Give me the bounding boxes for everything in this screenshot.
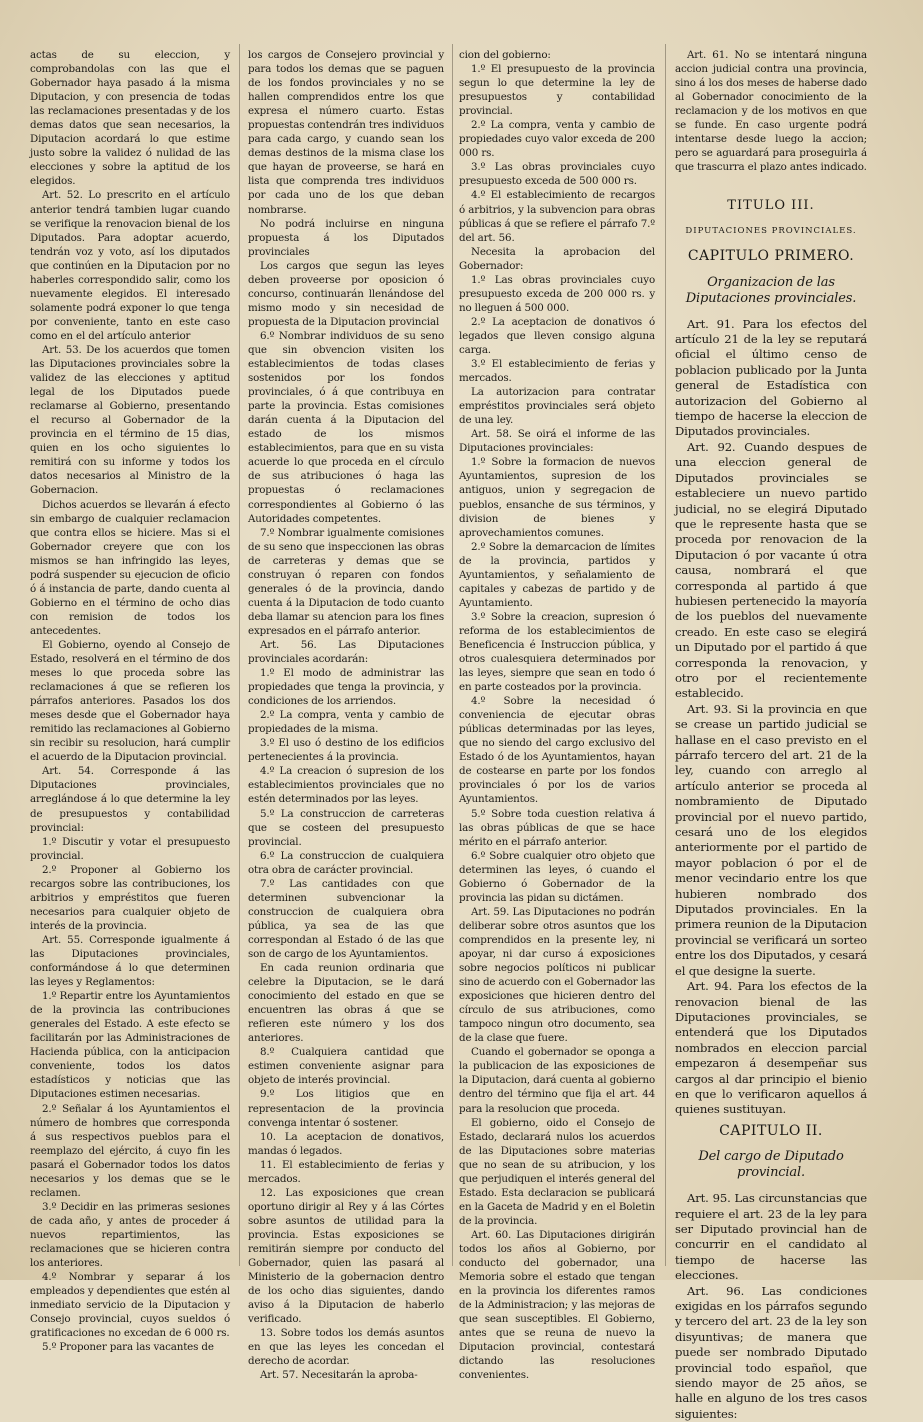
paragraph: 13. Sobre todos los demás asuntos en que las leyes les concedan el derecho de acordar. (248, 1327, 444, 1368)
paragraph: Art. 55. Corresponde igualmente á las Diputaciones provinciales, conformándose á lo que determinen las leyes y Reglamentos: (30, 933, 230, 989)
paragraph: 1.º El presupuesto de la provincia segun lo que determine la ley de presupuestos y contabilidad provincial. (459, 63, 655, 118)
paragraph: Cuando el gobernador se oponga a la publicacion de las exposiciones de la Diputacion, dará cuenta al gobierno dentro del término que fija el art. 44 para la resolucion que proceda. (459, 1046, 655, 1115)
paragraph: los cargos de Consejero provincial y para todos los demas que se paguen de los fondos provinciales y no se hallen comprendidos entre los que expresa el número cuarto. Estas propuestas contendrán tres individuos para cada cargo, y cuando sean los demas destinos de la misma clase los que hayan de proveerse, se hará en lista que comprenda tres individuos por cada uno de los que deban nombrarse. (248, 49, 444, 216)
paragraph: Art. 93. Si la provincia en que se crease un partido judicial se hallase en el caso previsto en el párrafo tercero del art. 21 de la ley, cuando con arreglo al artículo anterior se proceda al nombramiento de Diputado provincial por el nuevo partido, cesará uno de los elegidos anteriormente por el partido de mayor poblacion ó por el de menor vecindario entre los que hubieren nombrado dos Diputados provinciales. En la primera reunion de la Diputacion provincial se verificará un sorteo entre los dos Diputados, y cesará el que designe la suerte. (675, 701, 867, 978)
paragraph: Art. 94. Para los efectos de la renovacion bienal de las Diputaciones provinciales, se entenderá que los Diputados nombrados en eleccion parcial empezaron á desempeñar sus cargos al dar principio el bienio en que lo verificaron aquellos á quienes sustituyan. (675, 979, 867, 1117)
paragraph: 6.º Sobre cualquier otro objeto que determinen las leyes, ó cuando el Gobierno ó Gobernador de la provincia las pidan su dictámen. (459, 849, 655, 904)
column-rule (239, 44, 240, 1266)
paragraph: Art. 56. Las Diputaciones provinciales acordarán: (248, 638, 444, 666)
paragraph: Art. 96. Las condiciones exigidas en los párrafos segundo y tercero del art. 23 de la ley son disyuntivas; de manera que puede ser nombrado Diputado provincial todo español, que siendo mayor de 25 años, se halle en alguno de los tres casos siguientes: (675, 1283, 867, 1421)
chapter-heading: CAPITULO PRIMERO. (687, 248, 855, 265)
paragraph: Art. 57. Necesitarán la aproba- (260, 1369, 418, 1382)
paragraph: En cada reunion ordinaria que celebre la Diputacion, se le dará conocimiento del estado en que se encuentren las obras á que se refieren este número y los dos anteriores. (248, 962, 444, 1045)
column-3 (459, 48, 655, 1382)
paragraph: 2.º La aceptacion de donativos ó legados que lleven consigo alguna carga. (459, 315, 655, 356)
paragraph: 8.º Cualquiera cantidad que estimen conveniente asignar para objeto de interés provincial. (248, 1046, 444, 1087)
paragraph: No podrá incluirse en ninguna propuesta á los Diputados provinciales (248, 217, 444, 258)
chapter-heading: CAPITULO II. (719, 1122, 823, 1139)
paragraph: Art. 61. No se intentará ninguna accion judicial contra una provincia, sino á los dos meses de haberse dado al Gobernador conocimiento de la reclamacion y de los motivos en que se funde. En caso urgente podrá intentarse desde luego la accion; pero se aguardará para proseguirla á que trascurra el plazo antes indicado. (675, 49, 867, 174)
paragraph: Art. 91. Para los efectos del artículo 21 de la ley se reputará oficial el último censo de poblacion publicado por la Junta general de Estadística con autorizacion del Gobierno al tiempo de hacerse la eleccion de Diputados provinciales. (675, 316, 867, 439)
paragraph: 6.º La construccion de cualquiera otra obra de carácter provincial. (248, 849, 444, 876)
paragraph: 12. Las exposiciones que crean oportuno dirigir al Rey y á las Córtes sobre asuntos de utilidad para la provincia. Estas exposiciones se remitirán siempre por conducto del Gobernador, quien las pasará al Ministerio de la gobernacion dentro de los ocho dias siguientes, dando aviso á la Diputacion de haberlo verificado. (248, 1186, 444, 1326)
paragraph: 4.º Sobre la necesidad ó conveniencia de ejecutar obras públicas determinadas por las leyes, que no siendo del cargo exclusivo del Estado ó de los Ayuntamientos, hayan de costearse en parte por los fondos provinciales ó por los de varios Ayuntamientos. (459, 695, 655, 806)
paragraph: 11. El establecimiento de ferias y mercados. (248, 1158, 444, 1185)
paragraph: Art. 92. Cuando despues de una eleccion general de Diputados provinciales se estableciere un nuevo partido judicial, no se elegirá Diputado que le represente hasta que se proceda por renovacion de la Diputacion ó por vacante ú otra causa, nombrará el que corresponda al partido á que hubiesen pertenecido la mayoría de los pueblos del nuevamente creado. En este caso se elegirá un Diputado por el partido á que corresponda la renovacion, y otro por el recientemente establecido. (675, 439, 867, 701)
paragraph: actas de su eleccion, y comprobandolas con las que el Gobernador haya pasado á la misma Diputacion, y con presencia de todas las reclamaciones presentadas y de los demas datos que sean necesarios, la Diputacion acordará lo que estime justo sobre la validez ó nulidad de las elecciones y sobre la aptitud de los elegidos. (30, 49, 230, 188)
column-rule (665, 44, 666, 1266)
paragraph: 4.º La creacion ó supresion de los establecimientos provinciales que no estén determinados por las leyes. (248, 765, 444, 806)
paragraph: 2.º Señalar á los Ayuntamientos el número de hombres que corresponda á sus respectivos pueblos para el reemplazo del ejército, á cuyo fin les pasará el Gobernador todos los datos necesarios y los demas que se le reclamen. (30, 1102, 230, 1199)
paragraph: El Gobierno, oyendo al Consejo de Estado, resolverá en el término de dos meses lo que proceda sobre las reclamaciones á que se refieren los párrafos anteriores. Pasados los dos meses desde que el Gobernador haya remitido las reclamaciones al Gobierno sin recibir su resolucion, hará cumplir el acuerdo de la Diputacion provincial. (30, 638, 230, 764)
paragraph: 9.º Los litigios que en representacion de la provincia convenga intentar ó sostener. (248, 1088, 444, 1129)
paragraph: Art. 52. Lo prescrito en el artículo anterior tendrá tambien lugar cuando se verifique la renovacion bienal de los Diputados. Para adoptar acuerdo, tendrán voz y voto, así los diputados que continúen en la Diputacion por no haberles correspondido salir, como los nuevamente elegidos. El interesado solamente podrá exponer lo que tenga por conveniente, tanto en este caso como en el del artículo anterior (30, 189, 230, 342)
paragraph: Necesita la aprobacion del Gobernador: (459, 245, 655, 272)
paragraph: 3.º El uso ó destino de los edificios pertenecientes á la provincia. (248, 737, 444, 764)
paragraph: 3.º El establecimiento de ferias y mercados. (459, 358, 655, 385)
column-2 (248, 48, 444, 1382)
paragraph: 5.º La construccion de carreteras que se costeen del presupuesto provincial. (248, 807, 444, 848)
paragraph: Art. 95. Las circunstancias que requiere el art. 23 de la ley para ser Diputado provincial han de concurrir en el candidato al tiempo de hacerse las elecciones. (675, 1191, 867, 1283)
paragraph: 3.º Las obras provinciales cuyo presupuesto exceda de 500 000 rs. (459, 161, 655, 188)
section-title: TITULO III. (727, 198, 815, 214)
chapter-subtitle: Organizacion de las Diputaciones provinciales. (685, 274, 857, 306)
paragraph: Art. 53. De los acuerdos que tomen las Diputaciones provinciales sobre la validez de las elecciones y aptitud legal de los Diputados puede reclamarse al Gobierno, presentando el recurso al Gobernador de la provincia en el término de 15 dias, quien en los ocho siguientes lo remitirá con su informe y todos los datos necesarios al Ministro de la Gobernacion. (30, 343, 230, 497)
paragraph: 4.º Nombrar y separar á los empleados y dependientes que estén al inmediato servicio de la Diputacion y Consejo provincial, cuyos sueldos ó gratificaciones no excedan de 6 000 rs. (30, 1271, 230, 1340)
paragraph: 2.º Sobre la demarcacion de límites de la provincia, partidos y Ayuntamientos, y señalamiento de capitales y cabezas de partido y de Ayuntamiento. (459, 540, 655, 609)
paragraph: 7.º Las cantidades con que determinen subvencionar la construccion de cualquiera obra pública, ya sea de las que correspondan al Estado ó de las que son de cargo de los Ayuntamientos. (248, 877, 444, 960)
paragraph: 2.º La compra, venta y cambio de propiedades de la misma. (248, 709, 444, 736)
paragraph: 1.º Discutir y votar el presupuesto provincial. (30, 835, 230, 862)
paragraph: 1.º Sobre la formacion de nuevos Ayuntamientos, supresion de los antiguos, union y segregacion de pueblos, ensanche de sus términos, y division de bienes y aprovechamientos comunes. (459, 456, 655, 539)
paragraph: 4.º El establecimiento de recargos ó arbitrios, y la subvencion para obras públicas á que se refiere el párrafo 7.º del art. 56. (459, 189, 655, 244)
paragraph: 2.º Proponer al Gobierno los recargos sobre las contribuciones, los arbitrios y empréstitos que fueren necesarios para cualquier objeto de interés de la provincia. (30, 863, 230, 932)
paragraph: 10. La aceptacion de donativos, mandas ó legados. (248, 1130, 444, 1157)
section-subtitle: DIPUTACIONES PROVINCIALES. (685, 225, 857, 236)
column-1 (30, 48, 230, 1354)
column-4 (675, 48, 867, 1421)
column-rule (452, 44, 453, 1266)
paragraph: 3.º Sobre la creacion, supresion ó reforma de los establecimientos de Beneficencia é Instruccion pública, y otros cualesquiera determinados por las leyes, siempre que sean en todo ó en parte costeados por la provincia. (459, 610, 655, 694)
paragraph: 3.º Decidir en las primeras sesiones de cada año, y antes de proceder á nuevos repartimientos, las reclamaciones que se hicieren contra los anteriores. (30, 1200, 230, 1270)
paragraph: El gobierno, oido el Consejo de Estado, declarará nulos los acuerdos de las Diputaciones sobre materias que no sean de su atribucion, y los que perjudiquen el interés general del Estado. Esta declaracion se publicará en la Gaceta de Madrid y en el Boletin de la provincia. (459, 1116, 655, 1227)
paragraph: 1.º Repartir entre los Ayuntamientos de la provincia las contribuciones generales del Estado. A este efecto se facilitarán por las Administraciones de Hacienda pública, con la anticipacion conveniente, todos los datos estadísticos y noticias que las Diputaciones estimen necesarias. (30, 990, 230, 1101)
paragraph: 6.º Nombrar individuos de su seno que sin obvencion visiten los establecimientos de todas clases sostenidos por los fondos provinciales, ó á que contribuya en parte la provincia. Estas comisiones darán cuenta á la Diputacion del estado de los mismos establecimientos, para que en su vista acuerde lo que proceda en el círculo de sus atribuciones ó haga las propuestas ó reclamaciones correspondientes al Gobierno ó las Autoridades competentes. (248, 329, 444, 525)
paragraph: 2.º La compra, venta y cambio de propiedades cuyo valor exceda de 200 000 rs. (459, 119, 655, 160)
paragraph: La autorizacion para contratar empréstitos provinciales será objeto de una ley. (459, 386, 655, 427)
paragraph: 5.º Sobre toda cuestion relativa á las obras públicas de que se hace mérito en el párrafo anterior. (459, 807, 655, 848)
chapter-subtitle: Del cargo de Diputado provincial. (698, 1149, 844, 1181)
paragraph: Art. 58. Se oirá el informe de las Diputaciones provinciales: (459, 428, 655, 455)
paragraph: cion del gobierno: (459, 49, 551, 61)
paragraph: 5.º Proponer para las vacantes de (42, 1341, 214, 1354)
paragraph: Art. 59. Las Diputaciones no podrán deliberar sobre otros asuntos que los comprendidos en la presente ley, ni apoyar, ni dar curso á exposiciones sobre negocios políticos ni publicar sino de acuerdo con el Gobernador las exposiciones que hicieren dentro del círculo de sus atribuciones, como tampoco ningun otro documento, sea de la clase que fuere. (459, 905, 655, 1045)
paragraph: Art. 54. Corresponde á las Diputaciones provinciales, arreglándose á lo que determine la ley de presupuestos y contabilidad provincial: (30, 765, 230, 834)
paragraph: Art. 60. Las Diputaciones dirigirán todos los años al Gobierno, por conducto del gobernador, una Memoria sobre el estado que tengan en la provincia los diferentes ramos de la Administracion; y las mejoras de que sean susceptibles. El Gobierno, antes que se reuna de nuevo la Diputacion provincial, contestará dictando las resoluciones convenientes. (459, 1228, 655, 1382)
paragraph: 1.º Las obras provinciales cuyo presupuesto exceda de 200 000 rs. y no lleguen á 500 000. (459, 273, 655, 314)
paragraph: 7.º Nombrar igualmente comisiones de su seno que inspeccionen las obras de carreteras y demas que se construyan ó reparen con fondos generales ó de la provincia, dando cuenta á la Diputacion de todo cuanto deba llamar su atencion para los fines expresados en el párrafo anterior. (248, 526, 444, 637)
paragraph: 1.º El modo de administrar las propiedades que tenga la provincia, y condiciones de los arriendos. (248, 667, 444, 708)
paragraph: Los cargos que segun las leyes deben proveerse por oposicion ó concurso, continuarán llenándose del mismo modo y sin necesidad de propuesta de la Diputacion provincial (248, 259, 444, 328)
paragraph: Dichos acuerdos se llevarán á efecto sin embargo de cualquier reclamacion que contra ellos se hiciere. Mas si el Gobernador creyere que con los mismos se han infringido las leyes, podrá suspender su ejecucion de oficio ó á instancia de parte, dando cuenta al Gobierno en el término de ocho dias con remision de todos los antecedentes. (30, 498, 230, 637)
